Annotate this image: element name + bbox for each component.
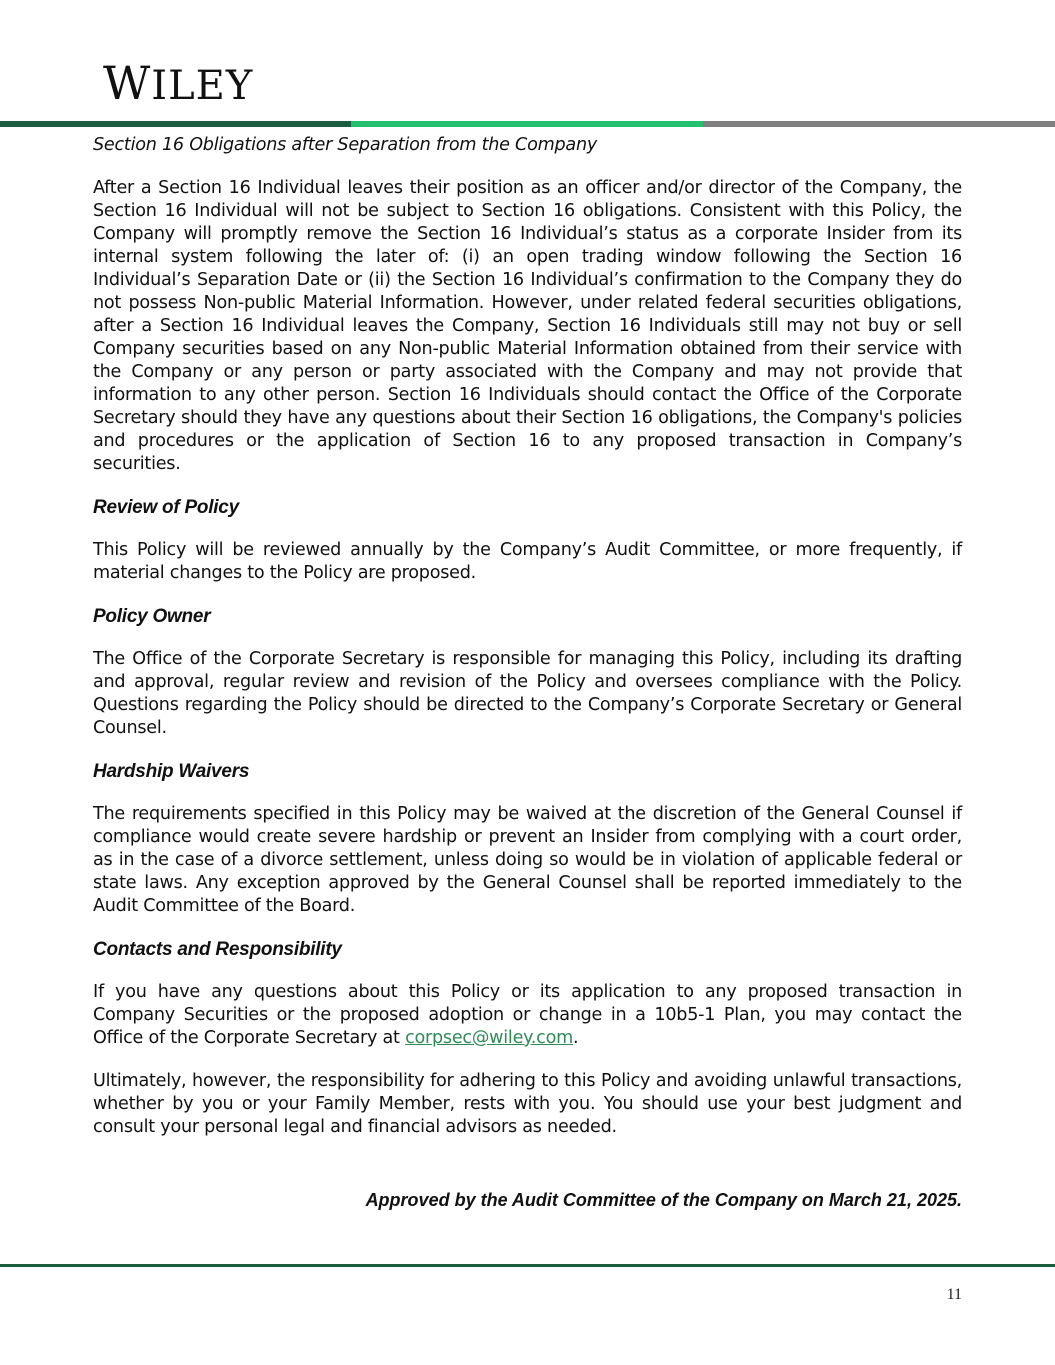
email-link[interactable]: corpsec@wiley.com [405,1028,573,1048]
paragraph-contacts [93,981,962,1050]
logo-initial: W [103,56,152,110]
paragraph-separation: After a Section 16 Individual leaves their position as an officer and/or director of the Company, the Section 16 Individual will not be subject to Section 16 obligations. Consistent with this Policy, the Company will promptly remove the Section 16 Individual’s status as a corporate Insider from its internal system following the later of: (i) an open trading window following the Section 16 Individual’s Separation Date or (ii) the Section 16 Individual’s confirmation to the Company they do not possess Non-public Material Information. However, under related federal securities obligations, after a Section 16 Individual leaves the Company, Section 16 Individuals still may not buy or sell Company securities based on any Non-public Material Information obtained from their service with the Company or any person or party associated with the Company and may not provide that information to any other person. Section 16 Individuals should contact the Office of the Corporate Secretary should they have any questions about their Section 16 obligations, the Company's policies and procedures or the application of Section 16 to any proposed transaction in Company’s securities. [93,178,962,474]
heading-policy-owner: Policy Owner [93,606,211,627]
contacts-text: If you have any questions about this Policy or its application to any proposed transaction in Company Securities or the proposed adoption or change in a 10b5-1 Plan, you may contact the Office of the Corporate Secretary at [93,982,962,1048]
header-bar-gray [703,121,1055,127]
paragraph-review: This Policy will be reviewed annually by the Company’s Audit Committee, or more frequently, if material changes to the Policy are proposed. [93,540,962,583]
contacts-period: . [572,1028,579,1048]
paragraph-ultimately: Ultimately, however, the responsibility for adhering to this Policy and avoiding unlawful transactions, whether by you or your Family Member, rests with you. You should use your best judgment and consult your personal legal and financial advisors as needed. [93,1071,962,1137]
approval-statement: Approved by the Audit Committee of the Company on March 21, 2025. [365,1190,962,1210]
header-bar-dark-green [0,121,351,127]
document-body [93,134,962,1159]
paragraph-owner: The Office of the Corporate Secretary is responsible for managing this Policy, including its drafting and approval, regular review and revision of the Policy and oversees compliance with the Policy. Questions regarding the Policy should be directed to the Company’s Corporate Secretary or General Counsel. [93,649,962,738]
wiley-logo [103,56,254,110]
paragraph-hardship: The requirements specified in this Policy may be waived at the discretion of the General Counsel if compliance would create severe hardship or prevent an Insider from complying with a court order, as in the case of a divorce settlement, unless doing so would be in violation of applicable federal or state laws. Any exception approved by the General Counsel shall be reported immediately to the Audit Committee of the Board. [93,804,962,916]
heading-review-of-policy: Review of Policy [93,497,239,518]
footer-divider [0,1264,1055,1267]
logo-rest: ILEY [151,63,254,109]
heading-hardship-waivers: Hardship Waivers [93,761,250,782]
header-bar-bright-green [351,121,703,127]
header-color-bar [0,121,1055,127]
section-subheading: Section 16 Obligations after Separation from the Company [93,135,598,155]
heading-contacts: Contacts and Responsibility [93,939,342,960]
page-number: 11 [946,1286,962,1303]
